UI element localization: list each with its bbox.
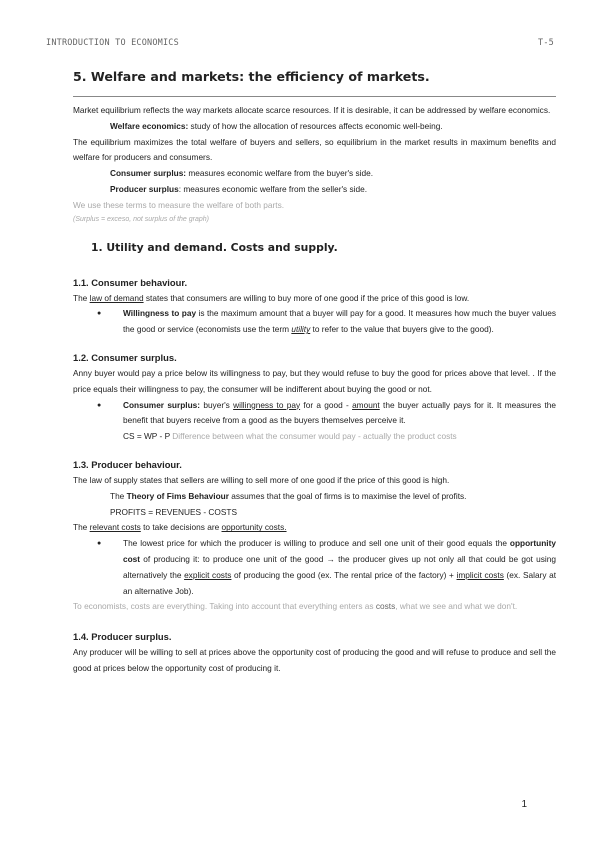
consumer-surplus-bullet-term: Consumer surplus: bbox=[123, 399, 201, 410]
amount-term: amount bbox=[352, 399, 380, 410]
willingness-to-pay-item bbox=[110, 306, 556, 338]
text: The bbox=[73, 292, 90, 303]
theory-of-firms-term: Theory of Fims Behaviour bbox=[126, 490, 229, 501]
welfare-economics-definition bbox=[73, 119, 556, 135]
producer-surplus-paragraph: Any producer will be willing to sell at prices above the opportunity cost of producing the good and will refuse to produce and sell the good at prices below the opportunity cost of producing it. bbox=[73, 647, 556, 673]
welfare-note: We use these terms to measure the welfare of both parts. bbox=[73, 199, 285, 210]
welfare-economics-text: study of how the allocation of resources affects economic well-being. bbox=[188, 120, 443, 131]
surplus-note: (Surplus = exceso, not surplus of the graph) bbox=[73, 215, 209, 223]
heading-1-2: 1.2. Consumer surplus. bbox=[73, 351, 177, 363]
consumer-surplus-paragraph: Anny buyer would pay a price below its willingness to pay, but they would refuse to buy the good for prices above that level. . If the price equals their willingness to pay, the consumer will be indifferent about buying the good or not. bbox=[73, 367, 556, 394]
consumer-surplus-term: Consumer surplus: bbox=[110, 168, 187, 179]
consumer-surplus-item bbox=[110, 398, 556, 430]
producer-surplus-definition bbox=[73, 182, 556, 198]
opportunity-costs-term: opportunity costs. bbox=[221, 522, 287, 533]
consumer-surplus-list bbox=[73, 398, 556, 430]
theory-of-firms-line bbox=[73, 489, 556, 505]
law-of-supply-paragraph: The law of supply states that sellers are willing to sell more of one good if the price of this good is high. bbox=[73, 474, 450, 485]
text: for a good - bbox=[300, 399, 353, 410]
text: The bbox=[73, 522, 90, 533]
intro-paragraph-1: Market equilibrium reflects the way markets allocate scarce resources. If it is desirable, it can be addressed by welfare economics. bbox=[73, 105, 551, 115]
relevant-costs-term: relevant costs bbox=[89, 522, 141, 533]
profits-formula: PROFITS = REVENUES - COSTS bbox=[110, 506, 238, 517]
text: buyer's bbox=[200, 399, 234, 410]
text: of producing the good (ex. The rental price of the factory) + bbox=[231, 569, 457, 580]
utility-term: utility bbox=[291, 324, 311, 335]
text: the buyer actually pays for it. It measures the benefit that buyers receive from a good as the buyers themselves perceive it. bbox=[123, 399, 556, 426]
text: to refer to the value that buyers give to the good). bbox=[310, 324, 494, 335]
cs-formula-note: Difference between what the consumer would pay - actually the product costs bbox=[169, 431, 457, 442]
law-of-demand-paragraph bbox=[73, 291, 556, 307]
text: of producing it: to produce one unit of the good → the producer gives up not only all that could be got using alternatively the bbox=[123, 553, 556, 580]
text: The bbox=[110, 490, 127, 501]
consumer-surplus-definition bbox=[73, 166, 556, 182]
text: (ex. Salary at an alternative Job). bbox=[123, 569, 557, 596]
willingness-to-pay-term: Willingness to pay bbox=[123, 308, 197, 319]
consumer-behaviour-list bbox=[73, 306, 556, 338]
text: states that consumers are willing to buy more of one good if the price of this good is low. bbox=[143, 292, 470, 303]
producer-behaviour-list bbox=[73, 536, 556, 599]
text: , what we see and what we don't. bbox=[395, 601, 518, 612]
heading-1-1: 1.1. Consumer behaviour. bbox=[73, 276, 188, 288]
welfare-economics-term: Welfare economics: bbox=[110, 120, 189, 131]
heading-1-3: 1.3. Producer behaviour. bbox=[73, 458, 182, 470]
producer-surplus-term: Producer surplus bbox=[110, 183, 179, 194]
text: To economists, costs are everything. Taking into account that everything enters as bbox=[73, 601, 376, 612]
page-title: 5. Welfare and markets: the efficiency of markets. bbox=[73, 69, 430, 84]
costs-note bbox=[73, 599, 556, 615]
section-1-heading: 1. Utility and demand. Costs and supply. bbox=[91, 240, 338, 254]
page-body bbox=[73, 66, 556, 677]
cs-formula: CS = WP - P bbox=[123, 431, 170, 442]
willingness-to-pay-link: willingness to pay bbox=[233, 399, 301, 410]
implicit-costs-term: implicit costs bbox=[456, 569, 504, 580]
running-header-title: INTRODUCTION TO ECONOMICS bbox=[46, 38, 179, 48]
text: assumes that the goal of firms is to maximise the level of profits. bbox=[228, 490, 467, 501]
law-of-demand-term: law of demand bbox=[89, 292, 144, 303]
producer-surplus-text: : measures economic welfare from the seller's side. bbox=[178, 183, 368, 194]
text: to take decisions are bbox=[140, 522, 222, 533]
text: is the maximum amount that a buyer will pay for a good. It measures how much the buyer values the good or service (economists use the term bbox=[123, 308, 556, 335]
intro-paragraph-2: The equilibrium maximizes the total welfare of buyers and sellers, so equilibrium in the market results in maximum benefits and welfare for producers and consumers. bbox=[73, 136, 556, 163]
costs-word: costs bbox=[375, 601, 396, 612]
text: The lowest price for which the producer is willing to produce and sell one unit of their good equals the bbox=[123, 538, 510, 549]
title-divider bbox=[73, 96, 556, 97]
page-number: 1 bbox=[521, 799, 527, 810]
relevant-costs-line bbox=[73, 520, 556, 536]
cs-formula-line bbox=[73, 429, 556, 445]
opportunity-cost-term: opportunity cost bbox=[123, 538, 556, 564]
consumer-surplus-text: measures economic welfare from the buyer's side. bbox=[186, 168, 374, 179]
explicit-costs-term: explicit costs bbox=[184, 569, 232, 580]
running-header-chapter: T-5 bbox=[538, 38, 554, 48]
heading-1-4: 1.4. Producer surplus. bbox=[73, 631, 172, 643]
lowest-price-item bbox=[110, 536, 556, 599]
